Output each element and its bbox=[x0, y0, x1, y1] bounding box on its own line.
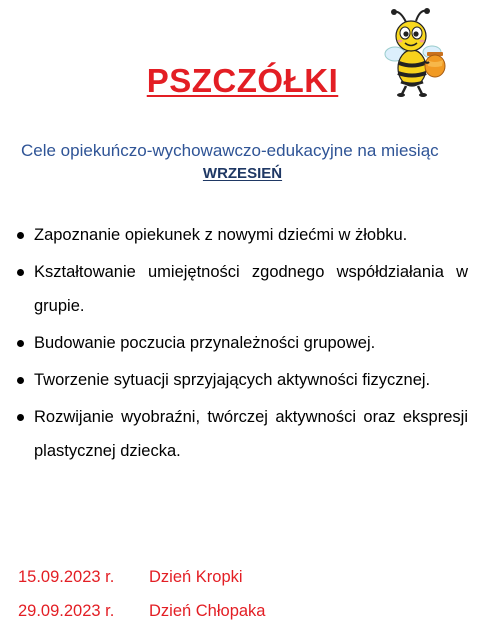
month-heading-text: WRZESIEŃ bbox=[202, 165, 283, 182]
list-item bbox=[14, 400, 468, 468]
event-date: 15.09.2023 r. bbox=[18, 568, 115, 586]
goal-text: Zapoznanie opiekunek z nowymi dziećmi w żłobku. bbox=[34, 226, 408, 244]
event-name: Dzień Kropki bbox=[149, 568, 243, 586]
event-row bbox=[18, 564, 265, 598]
month-heading bbox=[0, 165, 485, 182]
event-row bbox=[18, 598, 265, 632]
list-item bbox=[14, 255, 468, 323]
goals-subtitle: Cele opiekuńczo-wychowawczo-edukacyjne na miesiąc bbox=[21, 141, 439, 160]
events-list bbox=[18, 564, 265, 632]
list-item bbox=[14, 363, 468, 397]
goal-text: Budowanie poczucia przynależności grupowej. bbox=[34, 334, 376, 352]
list-item bbox=[14, 218, 468, 252]
goal-text: Kształtowanie umiejętności zgodnego współdziałania w grupie. bbox=[34, 263, 468, 315]
event-date: 29.09.2023 r. bbox=[18, 602, 115, 620]
page-title bbox=[0, 62, 485, 100]
page-title-text: PSZCZÓŁKI bbox=[146, 62, 339, 99]
bullet-icon bbox=[17, 414, 24, 421]
event-name: Dzień Chłopaka bbox=[149, 602, 266, 620]
goals-list bbox=[14, 218, 468, 471]
bullet-icon bbox=[17, 232, 24, 239]
list-item bbox=[14, 326, 468, 360]
bullet-icon bbox=[17, 269, 24, 276]
goal-text: Rozwijanie wyobraźni, twórczej aktywności oraz ekspresji plastycznej dziecka. bbox=[34, 408, 468, 460]
bullet-icon bbox=[17, 340, 24, 347]
goal-text: Tworzenie sytuacji sprzyjających aktywności fizycznej. bbox=[34, 371, 431, 389]
bullet-icon bbox=[17, 377, 24, 384]
